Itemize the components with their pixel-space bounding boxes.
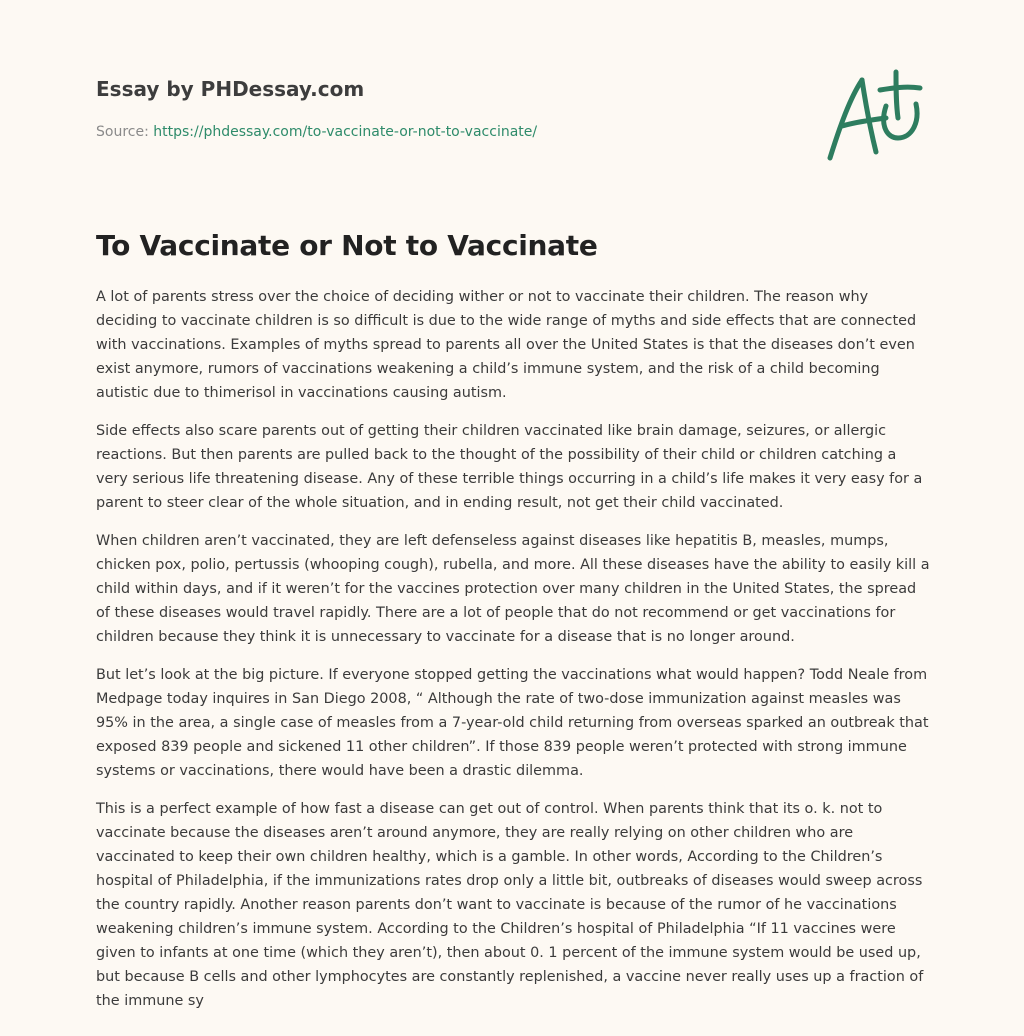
source-line	[96, 122, 796, 142]
source-link[interactable]: https://phdessay.com/to-vaccinate-or-not-to-vaccinate/	[153, 124, 538, 140]
site-title: Essay by PHDessay.com	[96, 77, 365, 101]
essay-header	[96, 74, 796, 142]
essay-paragraph-1: A lot of parents stress over the choice of deciding wither or not to vaccinate their children. The reason why deciding to vaccinate children is so difficult is due to the wide range of myths and side effects that are connected with vaccinations. Examples of myths spread to parents all over the United States is that the diseases don’t even exist anymore, rumors of vaccinations weakening a child’s immune system, and the risk of a child becoming autistic due to thimerisol in vaccinations causing autism.	[96, 289, 917, 401]
essay-paragraph-5: This is a perfect example of how fast a disease can get out of control. When parents think that its o. k. not to vaccinate because the diseases aren’t around anymore, they are really relying on other children who are vaccinated to keep their own children healthy, which is a gamble. In other words, According to the Children’s hospital of Philadelphia, if the immunizations rates drop only a little bit, outbreaks of diseases would sweep across the country rapidly. Another reason parents don’t want to vaccinate is because of the rumor of he vaccinations weakening children’s immune system. According to the Children’s hospital of Philadelphia “If 11 vaccines were given to infants at one time (which they aren’t), then about 0. 1 percent of the immune system would be used up, but because B cells and other lymphocytes are constantly replenished, a vaccine never really uses up a fraction of the immune sy	[96, 801, 924, 1009]
essay-paragraph-4: But let’s look at the big picture. If everyone stopped getting the vaccinations what would happen? Todd Neale from Medpage today inquires in San Diego 2008, “ Although the rate of two-dose immunization against measles was 95% in the area, a single case of measles from a 7-year-old child returning from overseas sparked an outbreak that exposed 839 people and sickened 11 other children”. If those 839 people weren’t protected with strong immune systems or vaccinations, there would have been a drastic dilemma.	[96, 667, 929, 779]
essay-paragraph-3: When children aren’t vaccinated, they are left defenseless against diseases like hepatitis B, measles, mumps, chicken pox, polio, pertussis (whooping cough), rubella, and more. All these diseases have the ability to easily kill a child within days, and if it weren’t for the vaccines protection over many children in the United States, the spread of these diseases would travel rapidly. There are a lot of people that do not recommend or get vaccinations for children because they think it is unnecessary to vaccinate for a disease that is no longer around.	[96, 533, 930, 645]
essay-body	[96, 285, 930, 1027]
essay-paragraph-2: Side effects also scare parents out of getting their children vaccinated like brain damage, seizures, or allergic reactions. But then parents are pulled back to the thought of the possibility of their child or children catching a very serious life threatening disease. Any of these terrible things occurring in a child’s life makes it very easy for a parent to steer clear of the whole situation, and in ending result, not get their child vaccinated.	[96, 423, 923, 511]
essay-title: To Vaccinate or Not to Vaccinate	[96, 229, 598, 262]
a-plus-grade-icon	[820, 66, 930, 166]
a-plus-logo-graphic	[820, 66, 930, 166]
source-label: Source:	[96, 124, 149, 140]
